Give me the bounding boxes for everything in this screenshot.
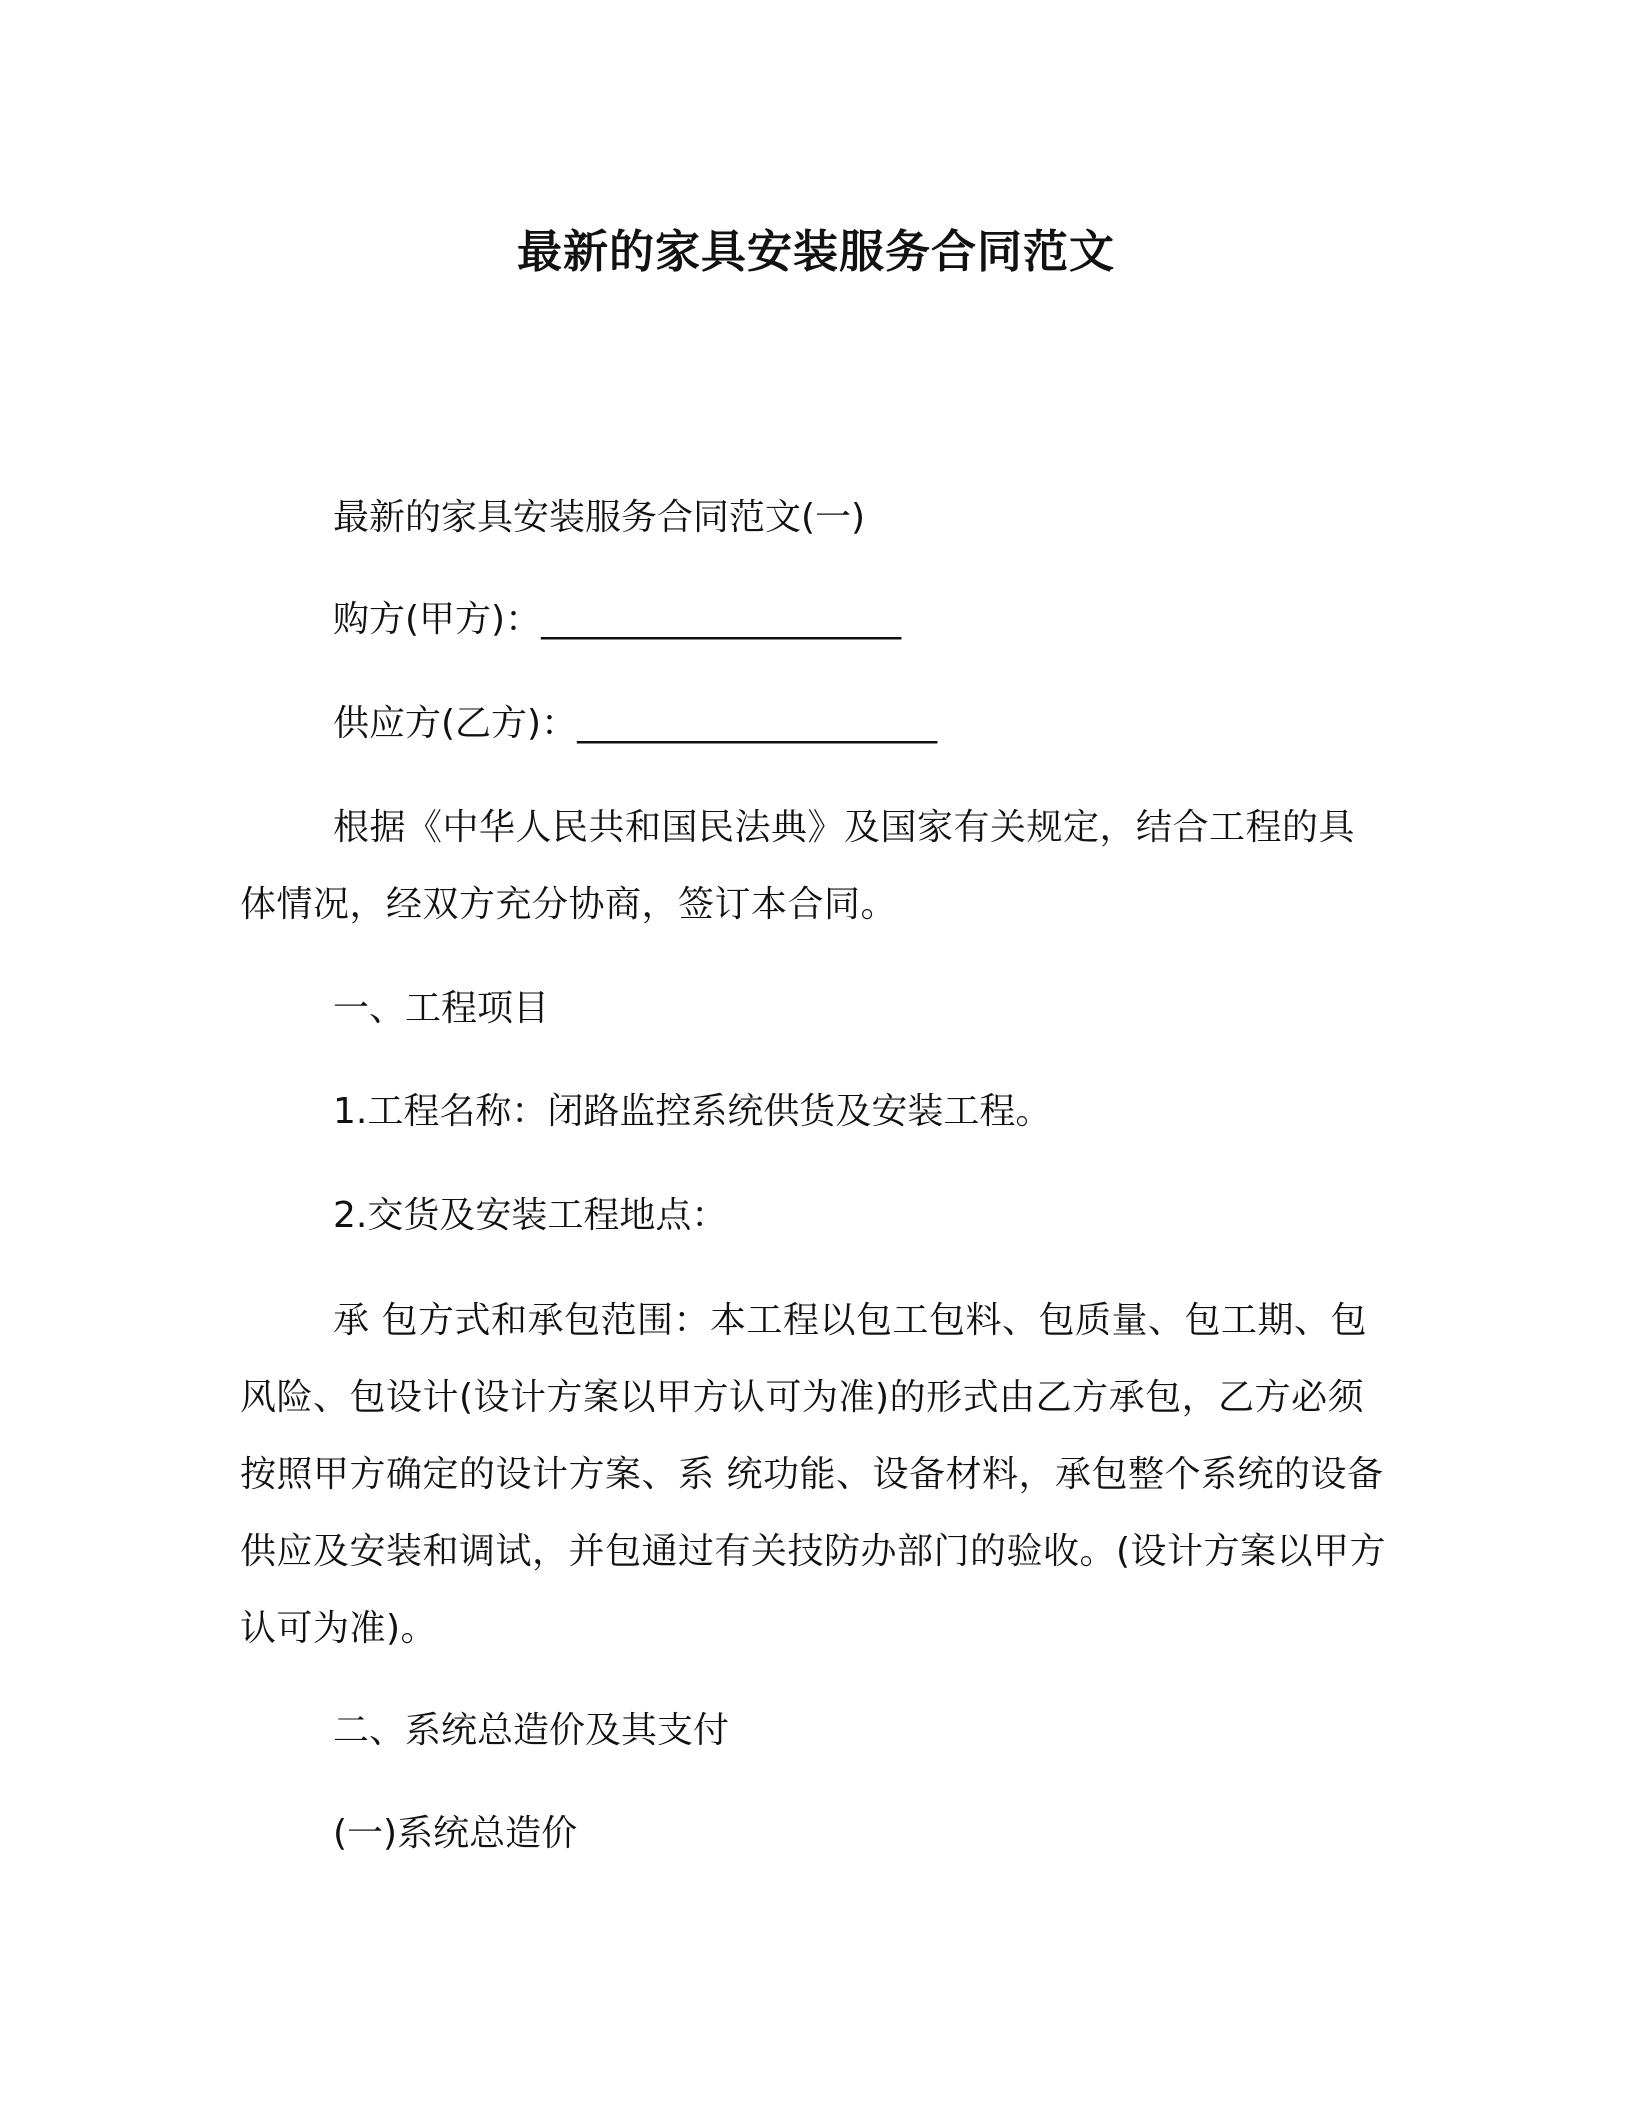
document-title: 最新的家具安装服务合同范文 — [516, 225, 1115, 278]
contract-scope-paragraph: 承 包方式和承包范围：本工程以包工包料、包质量、包工期、包风险、包设计(设计方案以甲方认可为准)的形式由乙方承包，乙方必须按照甲方确定的设计方案、系 统功能、设备材料，承包整个系统的设备供应及安装和调试，并包通过有关技防办部门的验收。(设计方案以甲方认可为准)。 — [240, 1300, 1387, 1649]
section-heading-project: 一、工程项目 — [333, 988, 550, 1029]
project-location-item: 2.交货及安装工程地点： — [333, 1195, 728, 1236]
intro-paragraph: 根据《中华人民共和国民法典》及国家有关规定，结合工程的具体情况，经双方充分协商，签订本合同。 — [240, 807, 1356, 925]
party-b-line: 供应方(乙方)：____________________ — [333, 703, 938, 744]
contract-subtitle: 最新的家具安装服务合同范文(一) — [333, 497, 866, 538]
subsection-total-price: (一)系统总造价 — [333, 1813, 578, 1854]
party-a-line: 购方(甲方)：____________________ — [333, 599, 902, 640]
project-name-item: 1.工程名称：闭路监控系统供货及安装工程。 — [333, 1091, 1052, 1132]
section-heading-price: 二、系统总造价及其支付 — [333, 1710, 730, 1751]
